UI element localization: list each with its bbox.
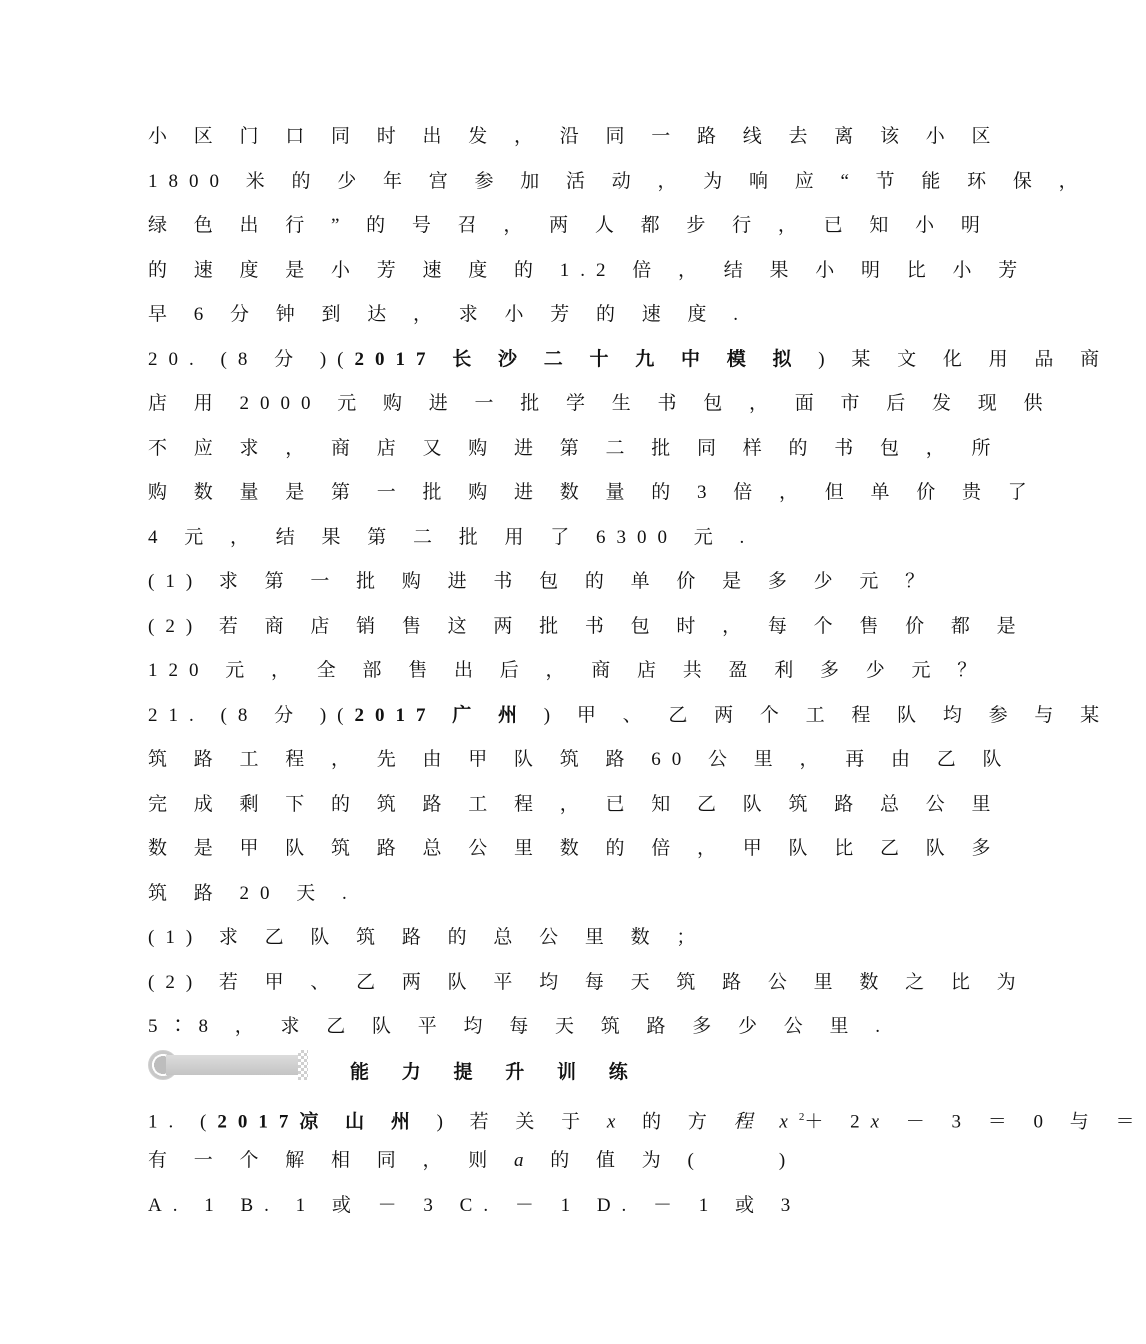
equation-text: － 3 ＝ 0 与 ＝ [890, 1111, 1146, 1133]
problem-1-line-2 [148, 1146, 796, 1176]
answer-options: A. 1 B. 1 或 － 3 C. － 1 D. － 1 或 3 [148, 1195, 802, 1216]
text-line: 绿 色 出 行 ” 的 号 召 ， 两 人 都 步 行 ， 已 知 小 明 [148, 215, 991, 236]
question-text: ) 若 关 于 [420, 1111, 607, 1133]
text-line: 4 元 ， 结 果 第 二 批 用 了 6300 元 . [148, 527, 756, 548]
sub-question-2: (2) 若 甲 、 乙 两 队 平 均 每 天 筑 路 公 里 数 之 比 为 [148, 972, 1027, 993]
text-line: 120 元 ， 全 部 售 出 后 ， 商 店 共 盈 利 多 少 元 ？ [148, 660, 988, 681]
variable-x: x [606, 1111, 627, 1133]
problem-1-header [148, 1102, 1146, 1132]
text-line: 完 成 剩 下 的 筑 路 工 程 ， 已 知 乙 队 筑 路 总 公 里 [148, 794, 1002, 815]
variable-x: x [870, 1111, 891, 1133]
equation-text: ＋ 2 [804, 1111, 871, 1133]
text-line: 筑 路 20 天 . [148, 883, 358, 904]
text-line: 店 用 2000 元 购 进 一 批 学 生 书 包 ， 面 市 后 发 现 供 [148, 393, 1054, 414]
question-text: 的 值 为 ( [534, 1150, 705, 1171]
sub-question-2: (2) 若 商 店 销 售 这 两 批 书 包 时 ， 每 个 售 价 都 是 [148, 616, 1027, 637]
question-text: 有 一 个 解 相 同 ， 则 [148, 1150, 515, 1171]
text-line: 不 应 求 ， 商 店 又 购 进 第 二 批 同 样 的 书 包 ， 所 [148, 438, 1002, 459]
question-number: 21. (8 分 )( [148, 705, 355, 726]
sub-question-1: (1) 求 乙 队 筑 路 的 总 公 里 数 ； [148, 927, 707, 948]
text-line: 数 是 甲 队 筑 路 总 公 里 数 的 倍 ， 甲 队 比 乙 队 多 [148, 838, 1002, 859]
text-line: 购 数 量 是 第 一 批 购 进 数 量 的 3 倍 ， 但 单 价 贵 了 [148, 482, 1038, 503]
question-text: ) 某 文 化 用 品 商 [802, 349, 1111, 370]
question-text: ) [778, 1150, 797, 1171]
text-line: 的 速 度 是 小 芳 速 度 的 1.2 倍 ， 结 果 小 明 比 小 芳 [148, 260, 1029, 281]
text-line: 5∶8 ， 求 乙 队 平 均 每 天 筑 路 多 少 公 里 . [148, 1016, 892, 1037]
exponent: 2 [798, 1111, 805, 1123]
text-line: 早 6 分 钟 到 达 ， 求 小 芳 的 速 度 . [148, 304, 750, 325]
question-20-header [148, 345, 1110, 375]
question-21-header [148, 701, 1110, 731]
question-number: 20. (8 分 )( [148, 349, 355, 370]
variable-x: x [779, 1111, 799, 1133]
question-source: 2017凉 山 州 [217, 1111, 421, 1133]
text-line: 1800 米 的 少 年 宫 参 加 活 动 ， 为 响 应 “ 节 能 环 保 ， [148, 171, 1089, 192]
equation-label: 程 [733, 1111, 764, 1133]
question-source: 2017 广 州 [354, 705, 528, 726]
variable-a: a [514, 1150, 535, 1171]
sub-question-1: (1) 求 第 一 批 购 进 书 包 的 单 价 是 多 少 元 ？ [148, 571, 936, 592]
banner-bar [166, 1055, 298, 1075]
question-number: 1. ( [148, 1111, 218, 1133]
section-title: 能 力 提 升 训 练 [350, 1062, 642, 1083]
question-text: ) 甲 、 乙 两 个 工 程 队 均 参 与 某 [528, 705, 1111, 726]
section-banner-icon [148, 1050, 308, 1080]
checker-pattern [298, 1050, 308, 1080]
question-source: 2017 长 沙 二 十 九 中 模 拟 [354, 349, 803, 370]
text-line: 小 区 门 口 同 时 出 发 ， 沿 同 一 路 线 去 离 该 小 区 [148, 126, 1002, 147]
question-text: 的 方 [626, 1111, 734, 1133]
text-line: 筑 路 工 程 ， 先 由 甲 队 筑 路 60 公 里 ， 再 由 乙 队 [148, 749, 1013, 770]
